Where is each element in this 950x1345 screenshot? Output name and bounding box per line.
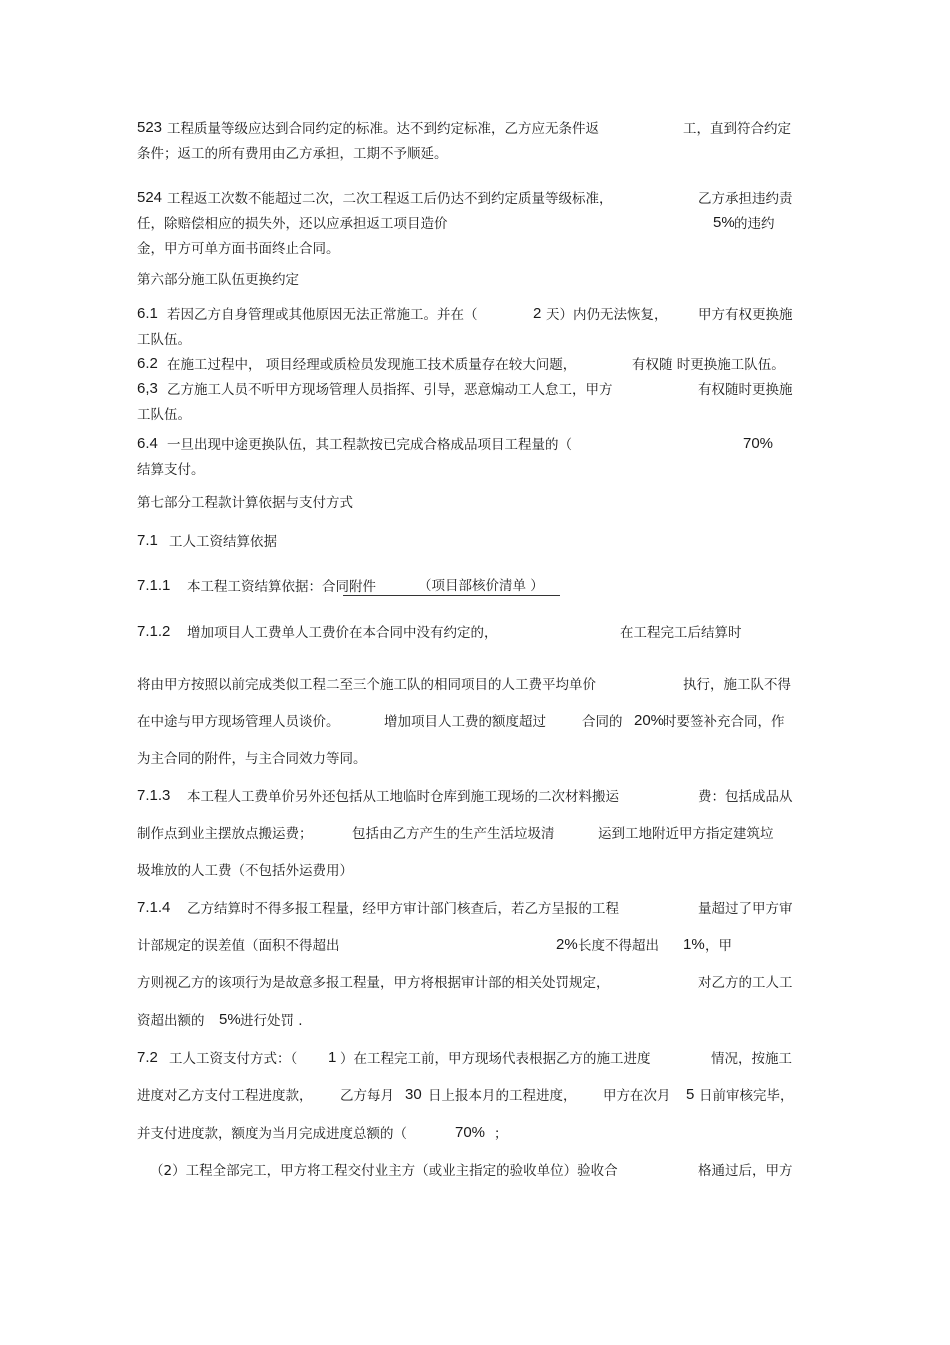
clause-text: 合同的	[582, 714, 623, 730]
clause-text: （2）工程全部完工，甲方将工程交付业主方（或业主指定的验收单位）验收合	[150, 1163, 618, 1179]
clause-number: 6.2	[137, 355, 158, 372]
clause-text: 工人工资支付方式：（	[169, 1051, 298, 1067]
clause-text: 制作点到业主摆放点搬运费；	[137, 826, 313, 842]
clause-text: 圾堆放的人工费（不包括外运费用）	[137, 863, 353, 879]
clause-text: ）在工程完工前，甲方现场代表根据乙方的施工进度	[340, 1051, 651, 1067]
day-value: 5	[686, 1086, 695, 1103]
clause-number: 6,3	[137, 380, 158, 397]
clause-text: 的违约	[734, 216, 775, 232]
clause-text: 本工程人工费单价另外还包括从工地临时仓库到施工现场的二次材料搬运	[187, 789, 619, 805]
clause-text: 增加项目人工费单人工费价在本合同中没有约定的，	[187, 625, 498, 641]
percent-value: 70%	[455, 1124, 486, 1141]
clause-text: 在中途与甲方现场管理人员谈价。	[137, 714, 340, 730]
clause-text: 情况，按施工	[711, 1051, 792, 1067]
clause-text: 计部规定的误差值（面积不得超出	[137, 938, 340, 954]
clause-text: 进度对乙方支付工程进度款，	[137, 1088, 313, 1104]
clause-text: 量超过了甲方审	[698, 901, 793, 917]
clause-text: 甲方有权更换施	[698, 307, 793, 323]
clause-text: 工人工资结算依据	[169, 534, 277, 550]
underline	[343, 595, 560, 596]
clause-number: 7.2	[137, 1049, 158, 1066]
percent-value: 70%	[743, 435, 774, 452]
clause-text: 格通过后，甲方	[698, 1163, 793, 1179]
clause-number: 7.1.4	[137, 899, 171, 916]
clause-text: 结算支付。	[137, 462, 205, 478]
section-heading: 第六部分施工队伍更换约定	[137, 272, 299, 288]
clause-number: 7.1.2	[137, 623, 171, 640]
clause-text: 执行，施工队不得	[683, 677, 791, 693]
section-heading: 第七部分工程款计算依据与支付方式	[137, 495, 353, 511]
clause-text: 若因乙方自身管理或其他原因无法正常施工。并在（	[167, 307, 478, 323]
percent-value: 1%	[683, 936, 705, 953]
clause-text: ；	[494, 1126, 508, 1142]
clause-text: 工队伍。	[137, 332, 191, 348]
clause-text: 长度不得超出	[578, 938, 659, 954]
clause-number: 6.1	[137, 305, 158, 322]
clause-text: 在施工过程中， 项目经理或质检员发现施工技术质量存在较大问题，	[167, 357, 577, 373]
clause-number: 7.1.1	[137, 577, 171, 594]
clause-text: 将由甲方按照以前完成类似工程二至三个施工队的相同项目的人工费平均单价	[137, 677, 596, 693]
clause-text: 费：包括成品从	[698, 789, 793, 805]
clause-text: 任，除赔偿相应的损失外，还以应承担返工项目造价	[137, 216, 448, 232]
clause-number: 6.4	[137, 435, 158, 452]
item-number: 1	[328, 1049, 337, 1066]
clause-text: 时要签补充合同，作	[663, 714, 785, 730]
clause-text: ，甲	[705, 938, 732, 954]
clause-number: 7.1.3	[137, 787, 171, 804]
percent-value: 20%	[634, 712, 665, 729]
clause-text: 资超出额的	[137, 1013, 205, 1029]
clause-text: 金，甲方可单方面书面终止合同。	[137, 241, 340, 257]
clause-text: 条件；返工的所有费用由乙方承担，工期不予顺延。	[137, 146, 448, 162]
clause-text: 对乙方的工人工	[698, 975, 793, 991]
clause-text: 甲方在次月	[603, 1088, 671, 1104]
clause-text: 乙方每月	[340, 1088, 394, 1104]
clause-text: 增加项目人工费的额度超过	[384, 714, 546, 730]
clause-text: 运到工地附近甲方指定建筑垃	[598, 826, 774, 842]
clause-text: 工队伍。	[137, 407, 191, 423]
clause-text: 乙方施工人员不听甲方现场管理人员指挥、引导，恶意煽动工人怠工，甲方	[167, 382, 613, 398]
day-value: 2	[533, 305, 542, 322]
clause-text: 为主合同的附件，与主合同效力等同。	[137, 751, 367, 767]
clause-text: 工程质量等级应达到合同约定的标准。达不到约定标准，乙方应无条件返	[167, 121, 599, 137]
clause-text: 本工程工资结算依据：合同附件	[187, 579, 376, 595]
clause-text: 日前审核完毕，	[699, 1088, 794, 1104]
clause-text: 天）内仍无法恢复，	[546, 307, 668, 323]
clause-text: 日上报本月的工程进度，	[428, 1088, 577, 1104]
clause-number: 523	[137, 119, 163, 136]
clause-text: 在工程完工后结算时	[620, 625, 742, 641]
clause-text: 包括由乙方产生的生产生活垃圾清	[352, 826, 555, 842]
clause-text: 工，直到符合约定	[683, 121, 791, 137]
clause-text: 乙方承担违约责	[698, 191, 793, 207]
clause-text: 有权随 时更换施工队伍。	[632, 357, 785, 373]
clause-text: 工程返工次数不能超过二次，二次工程返工后仍达不到约定质量等级标准，	[167, 191, 613, 207]
percent-value: 2%	[556, 936, 578, 953]
day-value: 30	[405, 1086, 422, 1103]
clause-text: 乙方结算时不得多报工程量，经甲方审计部门核查后，若乙方呈报的工程	[187, 901, 619, 917]
clause-number: 7.1	[137, 532, 158, 549]
percent-value: 5%	[219, 1011, 241, 1028]
clause-text: 并支付进度款，额度为当月完成进度总额的（	[137, 1126, 407, 1142]
clause-text: 有权随时更换施	[698, 382, 793, 398]
attachment-name: （项目部核价清单 ）	[418, 578, 544, 594]
clause-text: 一旦出现中途更换队伍，其工程款按已完成合格成品项目工程量的（	[167, 437, 572, 453]
clause-number: 524	[137, 189, 163, 206]
clause-text: 进行处罚 .	[240, 1013, 303, 1029]
clause-text: 方则视乙方的该项行为是故意多报工程量，甲方将根据审计部的相关处罚规定，	[137, 975, 610, 991]
percent-value: 5%	[713, 214, 735, 231]
